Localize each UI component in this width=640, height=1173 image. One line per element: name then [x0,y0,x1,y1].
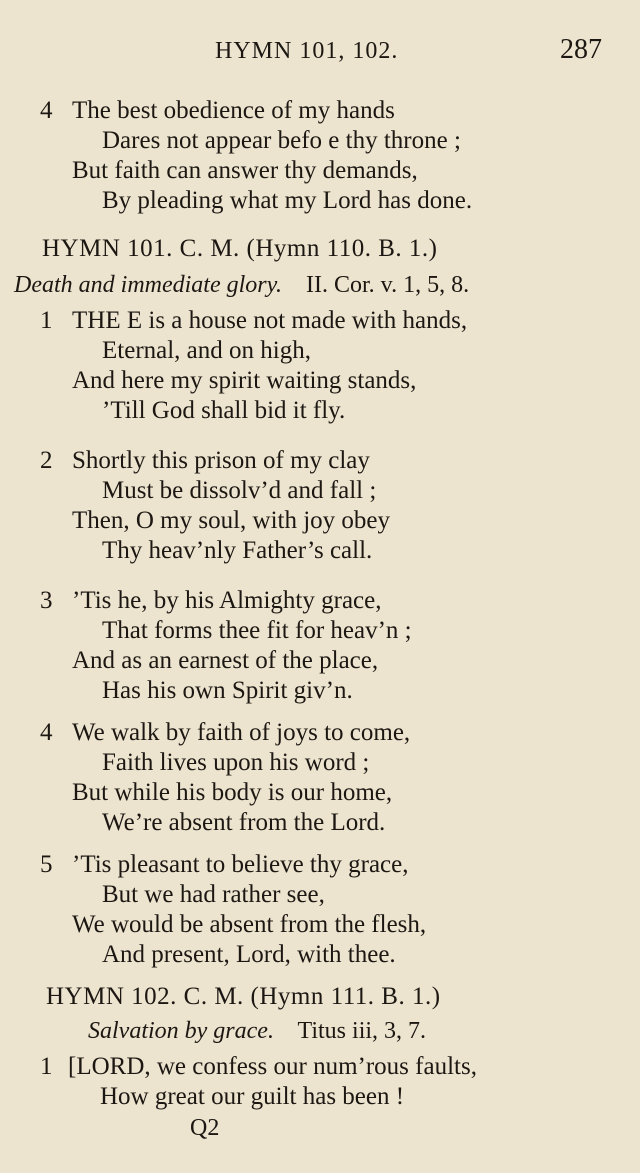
page-number: 287 [560,34,602,65]
hymn-subtitle-theme: Salvation by grace. [88,1018,274,1044]
verse-line: ’Tis he, by his Almighty grace, [72,587,382,614]
verse-line: We walk by faith of joys to come, [72,719,411,746]
verse-number: 4 [40,97,53,124]
verse-line: THE E is a house not made with hands, [72,307,468,334]
verse-line: Dares not appear befo e thy throne ; [102,127,461,154]
verse-line: And as an earnest of the place, [72,647,379,674]
verse-line: Has his own Spirit giv’n. [102,677,353,704]
verse-line: Eternal, and on high, [102,337,311,364]
hymn-subtitle [88,1016,426,1046]
verse-line: And present, Lord, with thee. [102,941,396,968]
verse-line: By pleading what my Lord has done. [102,187,473,214]
verse-line: But while his body is our home, [72,779,393,806]
verse-line: We’re absent from the Lord. [102,809,386,836]
hymn-subtitle-theme: Death and immediate glory. [14,272,282,298]
verse-line: ’Tis pleasant to believe thy grace, [72,851,409,878]
scripture-reference: II. Cor. v. 1, 5, 8. [305,272,470,298]
verse-line: The best obedience of my hands [72,97,395,124]
verse-line: But we had rather see, [102,881,325,908]
verse-number: 1 [40,307,53,334]
signature-mark: Q2 [190,1115,220,1141]
verse-line: We would be absent from the flesh, [72,911,427,938]
hymn-subtitle [14,270,469,300]
verse-number: 2 [40,447,53,474]
verse-line: But faith can answer thy demands, [72,157,418,184]
verse-number: 3 [40,587,53,614]
hymn-heading: HYMN 101. C. M. (Hymn 110. B. 1.) [42,235,438,262]
verse-line: Faith lives upon his word ; [102,749,370,776]
verse-line: How great our guilt has been ! [100,1083,405,1110]
verse-line: And here my spirit waiting stands, [72,367,417,394]
verse-line: Thy heav’nly Father’s call. [102,537,373,564]
verse-number: 4 [40,719,53,746]
verse-number: 5 [40,851,53,878]
scripture-reference: Titus iii, 3, 7. [297,1018,427,1044]
running-header: HYMN 101, 102. [215,38,399,64]
hymn-heading: HYMN 102. C. M. (Hymn 111. B. 1.) [46,983,441,1010]
verse-line: Then, O my soul, with joy obey [72,507,391,534]
verse-line: ’Till God shall bid it fly. [102,397,346,424]
verse-line: [LORD, we confess our num’rous faults, [68,1053,477,1080]
verse-line: Must be dissolv’d and fall ; [102,477,377,504]
verse-number: 1 [40,1053,53,1080]
verse-line: Shortly this prison of my clay [72,447,370,474]
verse-line: That forms thee fit for heav’n ; [102,617,412,644]
